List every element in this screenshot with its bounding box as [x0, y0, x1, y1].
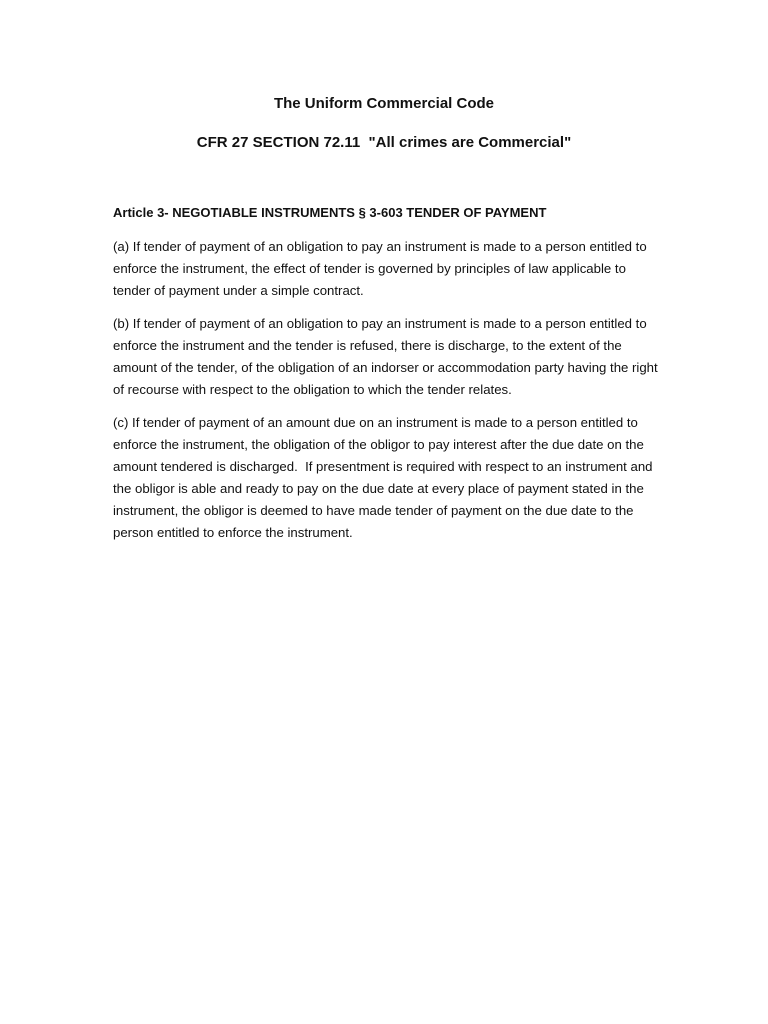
- paragraph-b: (b) If tender of payment of an obligation to pay an instrument is made to a person entitled to enforce the instrument and the tender is refused, there is discharge, to the extent of the amount of the tender, of the obligation of an indorser or accommodation party having the right of recourse with respect to the obligation to which the tender relates.: [113, 316, 658, 397]
- paragraph-c: (c) If tender of payment of an amount due on an instrument is made to a person entitled to enforce the instrument, the obligation of the obligor to pay interest after the due date on the amount tendered is discharged. If presentment is required with respect to an instrument and the obligor is able and ready to pay on the due date at every place of payment stated in the instrument, the obligor is deemed to have made tender of payment on the due date to the person entitled to enforce the instrument.: [113, 415, 657, 540]
- document-title: The Uniform Commercial Code: [273, 95, 495, 112]
- article-heading: Article 3- NEGOTIABLE INSTRUMENTS § 3-603 TENDER OF PAYMENT: [113, 205, 547, 220]
- paragraph-a: (a) If tender of payment of an obligation to pay an instrument is made to a person entitled to enforce the instrument, the effect of tender is governed by principles of law applicable to tender of payment under a simple contract.: [113, 239, 647, 298]
- document-body: [113, 202, 661, 555]
- document-subtitle: CFR 27 SECTION 72.11 "All crimes are Commercial": [196, 134, 572, 151]
